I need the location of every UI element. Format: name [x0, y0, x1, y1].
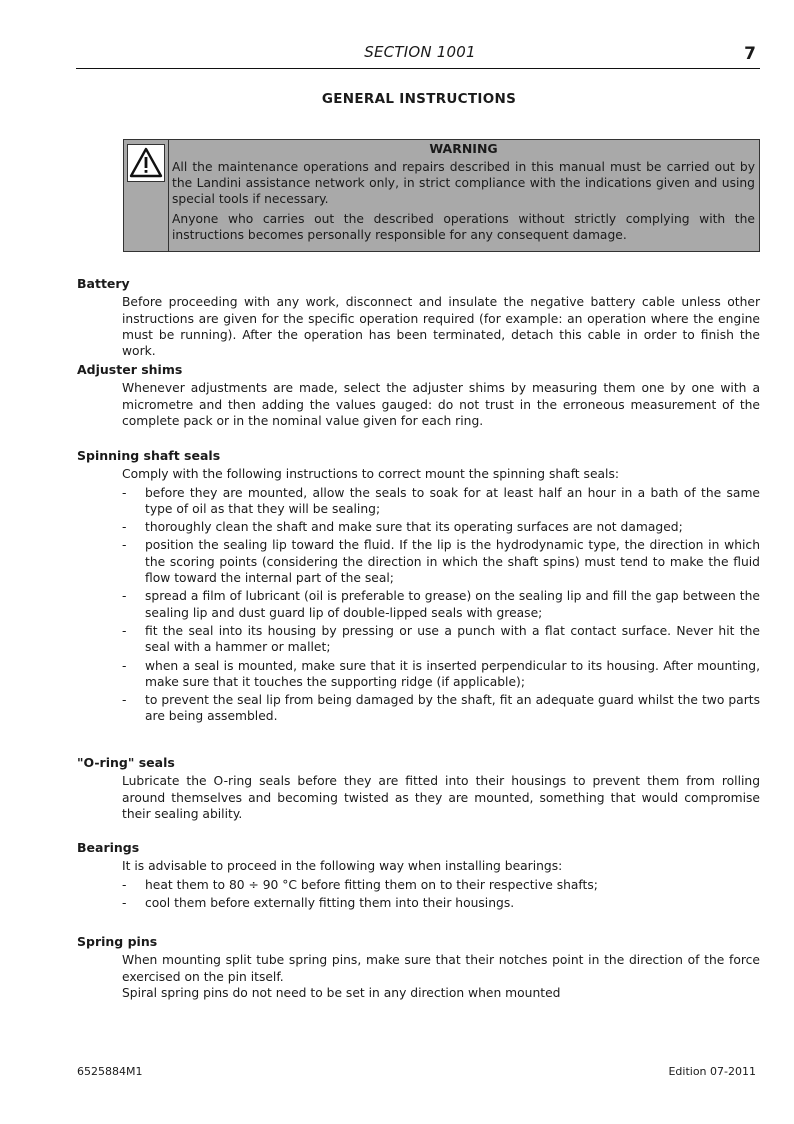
section-title: Bearings — [77, 840, 140, 855]
section-paragraph: Lubricate the O-ring seals before they are fitted into their housings to prevent them from rolling around themselves and becoming twisted as they are mounted, something that would compromise their sealing ability. — [122, 774, 760, 821]
section-spring-pins — [77, 934, 760, 1001]
list-item-text: to prevent the seal lip from being damaged by the shaft, fit an adequate guard whilst the two parts are being assembled. — [145, 693, 760, 724]
section-paragraph: Spiral spring pins do not need to be set in any direction when mounted — [122, 985, 561, 1000]
section-title: Spring pins — [77, 934, 158, 949]
section-o-ring-seals — [77, 755, 760, 822]
instruction-list — [122, 877, 760, 912]
section-paragraph: Before proceeding with any work, disconnect and insulate the negative battery cable unless other instructions are given for the specific operation required (for example: an operation where the engine must be running). After the operation has been terminated, detach this cable in order to finish the work. — [122, 295, 760, 359]
list-item-text: before they are mounted, allow the seals to soak for at least half an hour in a bath of the same type of oil as that they will be sealing; — [145, 485, 760, 516]
list-item-text: position the sealing lip toward the fluid. If the lip is the hydrodynamic type, the direction in which the scoring points (considering the direction in which the shaft spins) must tend to make the fluid flow toward the internal part of the seal; — [145, 538, 760, 586]
section-paragraph: Whenever adjustments are made, select the adjuster shims by measuring them one by one with a micrometre and then adding the values gauged: do not trust in the erroneous measurement of the complete pack or in the nominal value given for each ring. — [122, 381, 760, 428]
list-item: - cool them before externally fitting them into their housings. — [122, 895, 515, 910]
warning-icon-cell — [124, 140, 169, 251]
instruction-list — [122, 485, 760, 725]
list-item-text: when a seal is mounted, make sure that it is inserted perpendicular to its housing. After mounting, make sure that it touches the supporting ridge (if applicable); — [145, 658, 760, 689]
list-item: - heat them to 80 ÷ 90 °C before fitting them on to their respective shafts; — [122, 877, 598, 892]
section-paragraph: It is advisable to proceed in the following way when installing bearings: — [122, 859, 563, 874]
warning-paragraph: All the maintenance operations and repairs described in this manual must be carried out by the Landini assistance network only, in strict compliance with the indications given and using special tools if necessary. — [172, 160, 755, 206]
section-battery — [77, 276, 760, 359]
section-title: Spinning shaft seals — [77, 448, 221, 463]
list-item-text: fit the seal into its housing by pressing or use a punch with a flat contact surface. Never hit the seal with a hammer or mallet; — [145, 623, 760, 655]
warning-content — [172, 141, 755, 247]
page-title: GENERAL INSTRUCTIONS — [321, 91, 517, 107]
list-item-text: heat them to 80 ÷ 90 °C before fitting them on to their respective shafts; — [145, 877, 598, 892]
warning-paragraph: Anyone who carries out the described operations without strictly complying with the instructions becomes personally responsible for any consequent damage. — [172, 212, 755, 242]
page-number: 7 — [744, 44, 756, 64]
document-code: 6525884M1 — [77, 1065, 143, 1078]
section-title: "O-ring" seals — [77, 755, 175, 770]
list-item: - fit the seal into its housing by pressing or use a punch with a flat contact surface. Never hit the seal with a hammer or mallet; — [122, 623, 760, 655]
section-paragraph: When mounting split tube spring pins, make sure that their notches point in the direction of the force exercised on the pin itself. — [122, 953, 760, 984]
section-title: Battery — [77, 276, 130, 291]
list-item: - spread a film of lubricant (oil is preferable to grease) on the sealing lip and fill the gap between the sealing lip and dust guard lip of double-lipped seals with grease; — [122, 589, 760, 620]
section-label: SECTION 1001 — [364, 43, 476, 61]
section-spinning-shaft-seals — [77, 448, 760, 727]
section-title: Adjuster shims — [77, 362, 183, 377]
section-paragraph: Comply with the following instructions to correct mount the spinning shaft seals: — [122, 467, 620, 482]
list-item: - before they are mounted, allow the seals to soak for at least half an hour in a bath of the same type of oil as that they will be sealing; — [122, 485, 760, 516]
warning-box — [123, 139, 760, 252]
warning-triangle-icon — [127, 144, 165, 182]
list-item: - when a seal is mounted, make sure that it is inserted perpendicular to its housing. After mounting, make sure that it touches the supporting ridge (if applicable); — [122, 658, 760, 689]
list-item: - position the sealing lip toward the fluid. If the lip is the hydrodynamic type, the direction in which the scoring points (considering the direction in which the shaft spins) must tend to make the fluid flow toward the internal part of the seal; — [122, 538, 760, 586]
section-adjuster-shims — [77, 362, 760, 429]
section-bearings — [77, 840, 760, 913]
list-item: - thoroughly clean the shaft and make sure that its operating surfaces are not damaged; — [122, 520, 683, 535]
list-item-text: spread a film of lubricant (oil is preferable to grease) on the sealing lip and fill the gap between the sealing lip and dust guard lip of double-lipped seals with grease; — [145, 589, 760, 620]
header-divider — [76, 68, 760, 69]
edition-label: Edition 07-2011 — [668, 1065, 756, 1078]
list-item-text: thoroughly clean the shaft and make sure that its operating surfaces are not damaged; — [145, 520, 683, 535]
list-item: - to prevent the seal lip from being damaged by the shaft, fit an adequate guard whilst the two parts are being assembled. — [122, 693, 760, 724]
list-item-text: cool them before externally fitting them into their housings. — [145, 895, 515, 910]
warning-title: WARNING — [429, 141, 498, 156]
